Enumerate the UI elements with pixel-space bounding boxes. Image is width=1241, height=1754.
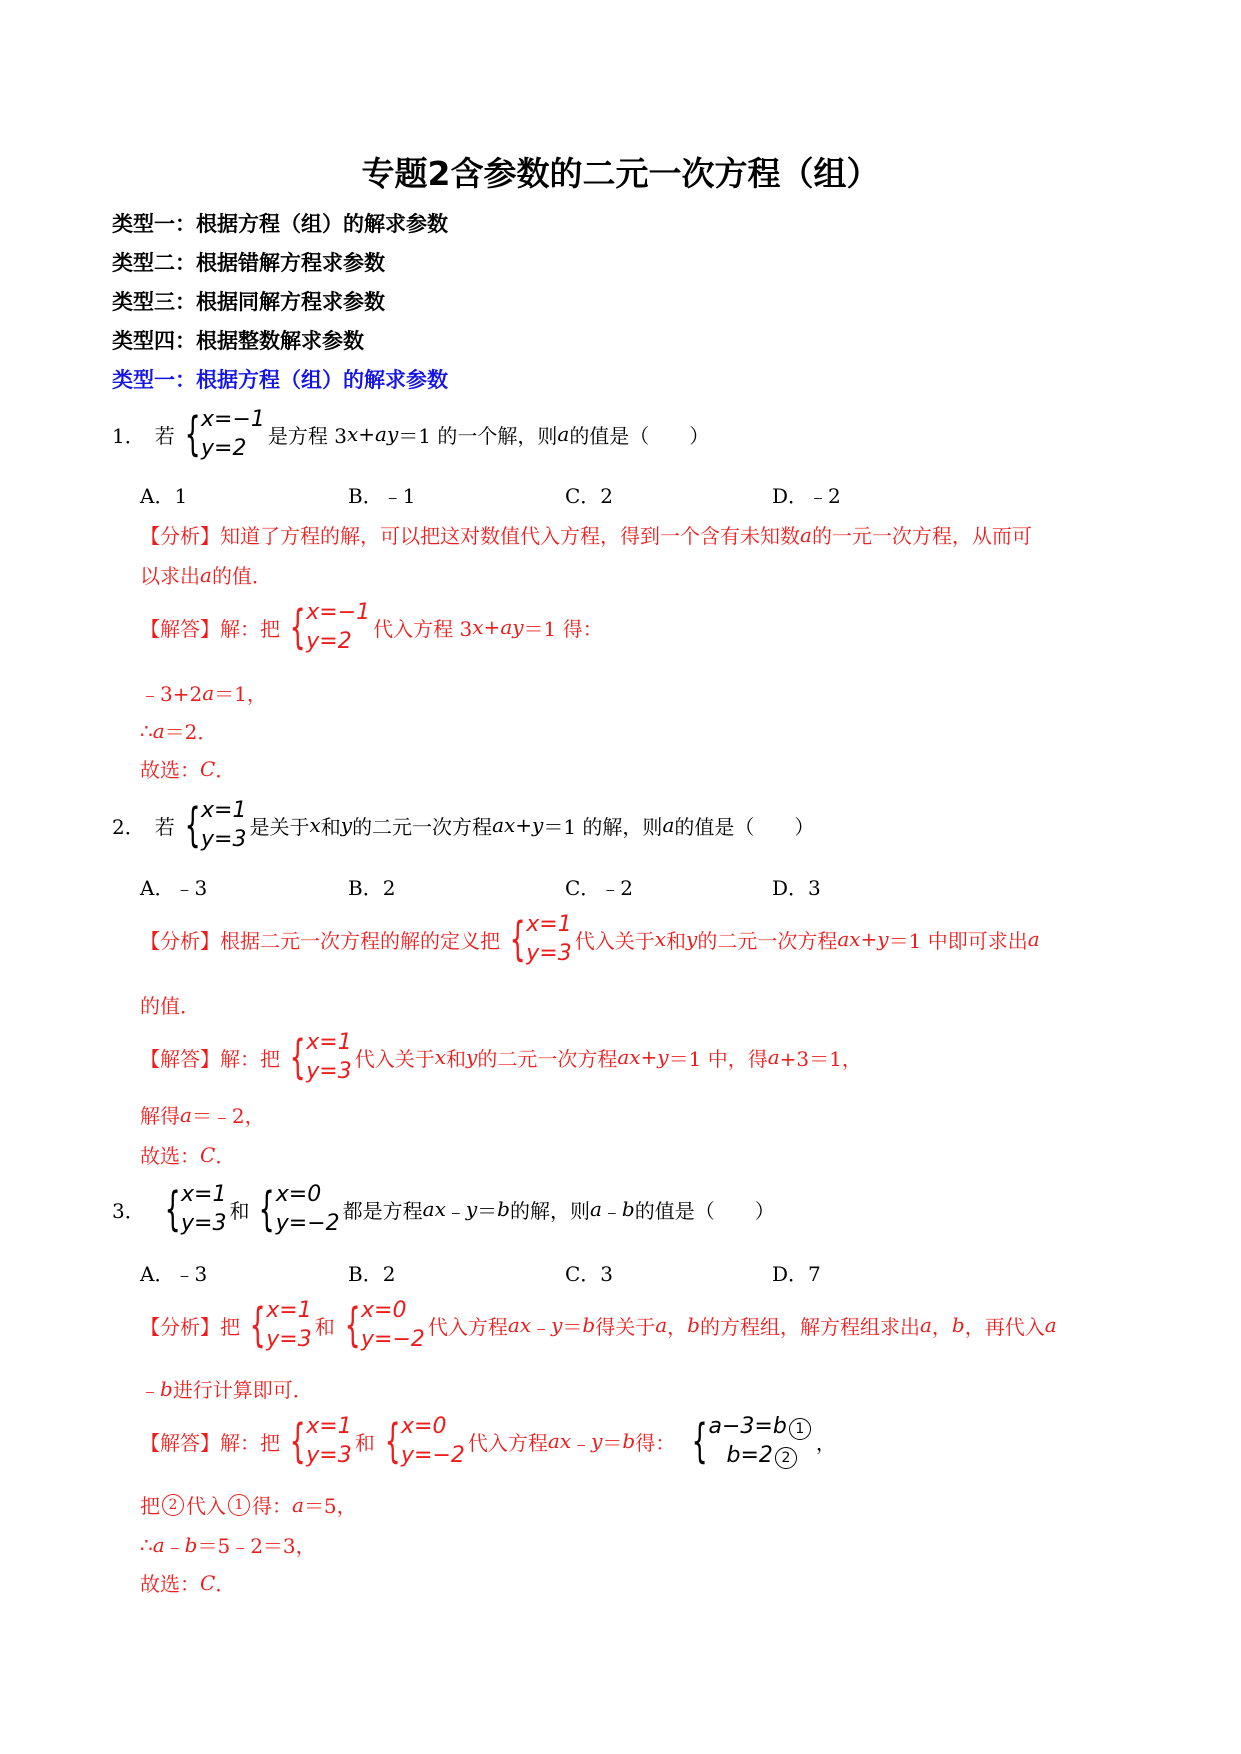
analysis-text: ， — [931, 1314, 952, 1339]
math-var: y — [465, 1197, 478, 1221]
math-var: b — [687, 1313, 700, 1337]
solution-text: ＝1 得： — [523, 616, 603, 641]
math-var: y — [532, 813, 544, 837]
sys-row: y=2 — [201, 436, 247, 461]
equation-system — [252, 1180, 339, 1238]
stem-text: ＝1 的一个解，则 — [398, 423, 558, 448]
equation-system — [158, 1180, 227, 1238]
q2-step-1 — [140, 1100, 265, 1129]
answer-label: 【解答】 — [140, 1430, 220, 1455]
question-1-stem — [112, 405, 709, 463]
analysis-text: ＝ — [562, 1314, 583, 1339]
solution-text: +3＝1， — [779, 1046, 862, 1071]
math-var: y — [551, 1313, 563, 1337]
result-eq: b=2 — [726, 1443, 773, 1468]
math-var: b — [184, 1532, 198, 1557]
math-var: a — [662, 813, 675, 837]
math-var: y — [877, 927, 889, 951]
final-text: ． — [215, 1144, 236, 1168]
sys-row: y=3 — [306, 1443, 352, 1468]
math-var: C — [200, 1570, 216, 1595]
q3-final — [140, 1568, 235, 1597]
question-number: 1． — [112, 423, 145, 448]
math-var: b — [160, 1376, 173, 1401]
choice-a: A．1 — [140, 484, 188, 508]
math-var: C — [200, 756, 216, 781]
result-row-1 — [709, 1412, 813, 1441]
q2-analysis-cont — [140, 990, 200, 1019]
final-text: 故选： — [140, 758, 200, 782]
solution-text: 解：把 — [220, 1046, 280, 1071]
sys-row: y=−2 — [361, 1327, 425, 1352]
stem-text: ﹣ — [445, 1198, 466, 1223]
final-text: 故选： — [140, 1144, 200, 1168]
equation-system — [178, 405, 265, 463]
final-text: 故选： — [140, 1572, 200, 1596]
analysis-text: 把 — [220, 1314, 240, 1339]
type-item-4: 类型四：根据整数解求参数 — [112, 329, 364, 353]
stem-text: 若 — [154, 814, 175, 839]
stem-text: 和 — [320, 814, 341, 839]
choice-a: A．﹣3 — [140, 1262, 208, 1286]
type-item-1: 类型一：根据方程（组）的解求参数 — [112, 212, 448, 236]
q1-step-2 — [140, 716, 217, 745]
math-var: y — [466, 1045, 478, 1069]
choice-a: A．﹣3 — [140, 876, 208, 900]
stem-text: ＝ — [477, 1198, 498, 1223]
math-var: a — [655, 1313, 668, 1337]
page-title: 专题2含参数的二元一次方程（组） — [361, 154, 880, 193]
solution-text: 代入关于 — [354, 1046, 435, 1071]
q1-final — [140, 754, 235, 783]
step-text: 代入 — [186, 1494, 226, 1518]
analysis-text: 代入关于 — [574, 928, 655, 953]
solution-text: 和 — [354, 1430, 375, 1455]
q1-step-1 — [140, 678, 267, 707]
circled-number: 1 — [228, 1494, 250, 1516]
math-var: y — [657, 1045, 669, 1069]
solution-text: + — [640, 1045, 658, 1069]
math-var: ay — [500, 615, 524, 639]
step-text: 得： — [252, 1494, 292, 1518]
analysis-text: + — [860, 927, 878, 951]
stem-text: 的解，则 — [509, 1198, 590, 1223]
analysis-text: 和 — [314, 1314, 335, 1339]
question-number: 3． — [112, 1198, 145, 1223]
left-brace-icon: { — [164, 1182, 181, 1236]
sys-row: y=3 — [306, 1059, 352, 1084]
choice-c: C．2 — [565, 484, 614, 508]
question-number: 2． — [112, 814, 145, 839]
question-3-stem — [112, 1180, 775, 1238]
step-text: ﹣ — [164, 1534, 185, 1558]
left-brace-icon: { — [509, 912, 526, 966]
left-brace-icon: { — [289, 600, 306, 654]
stem-text: ＝1 的解，则 — [543, 814, 663, 839]
left-brace-icon: { — [184, 798, 201, 852]
stem-text: 是关于 — [249, 814, 310, 839]
analysis-label: 【分析】 — [140, 928, 220, 953]
stem-text: 若 — [154, 423, 175, 448]
equation-system — [283, 1412, 352, 1470]
choice-b: B．2 — [348, 876, 396, 900]
left-brace-icon: { — [184, 407, 201, 461]
stem-text: + — [358, 422, 376, 446]
math-var: a — [1027, 927, 1040, 951]
circled-number: 1 — [789, 1418, 811, 1440]
math-var: a — [1044, 1313, 1057, 1337]
circled-number: 2 — [162, 1494, 184, 1516]
step-text: ＝1， — [214, 682, 267, 706]
math-var: a — [800, 522, 812, 547]
result-eq: a−3=b — [708, 1414, 787, 1439]
analysis-label: 【分析】 — [140, 524, 220, 548]
math-var: x — [472, 615, 484, 639]
sys-row: y=2 — [306, 629, 352, 654]
step-text: ＝5﹣2＝3， — [197, 1534, 316, 1558]
stem-text: 的值是（ ） — [634, 1198, 775, 1223]
q2-final — [140, 1140, 235, 1169]
step-text: 解得 — [140, 1104, 180, 1128]
answer-label: 【解答】 — [140, 616, 220, 641]
solution-text: 和 — [446, 1046, 467, 1071]
analysis-text: 代入方程 — [427, 1314, 508, 1339]
equation-system — [283, 598, 370, 656]
result-system — [685, 1412, 813, 1470]
math-var: ax — [422, 1197, 446, 1221]
final-text: ． — [215, 758, 236, 782]
q2-solution — [140, 1028, 862, 1086]
math-var: y — [340, 813, 353, 837]
analysis-text: 的一元一次方程，从而可 — [811, 524, 1032, 548]
math-var: b — [621, 1197, 635, 1221]
step-text: 把 — [140, 1494, 160, 1518]
choice-c: C．3 — [565, 1262, 614, 1286]
q1-analysis-cont — [140, 560, 272, 589]
solution-text: + — [483, 615, 501, 639]
sys-row: x=0 — [401, 1414, 447, 1439]
analysis-text: 根据二元一次方程的解的定义把 — [220, 928, 500, 953]
analysis-text: ＝1 中即可求出 — [888, 928, 1028, 953]
type-item-2: 类型二：根据错解方程求参数 — [112, 251, 385, 275]
choice-c: C．﹣2 — [565, 876, 634, 900]
solution-text: 得： — [635, 1430, 676, 1455]
sys-row: y=3 — [266, 1327, 312, 1352]
analysis-text: 和 — [666, 928, 687, 953]
solution-text: 解：把 — [220, 616, 280, 641]
step-text: ＝2． — [164, 720, 218, 744]
analysis-text: 的值． — [140, 994, 200, 1018]
q3-solution — [140, 1412, 836, 1470]
math-var: a — [202, 680, 215, 705]
equation-system — [338, 1296, 425, 1354]
choice-d: D．﹣2 — [772, 484, 841, 508]
math-var: ay — [375, 422, 399, 446]
choice-b: B．﹣1 — [348, 484, 416, 508]
sys-row: x=1 — [181, 1182, 227, 1207]
left-brace-icon: { — [289, 1030, 306, 1084]
math-var: a — [919, 1313, 932, 1337]
math-var: b — [497, 1197, 510, 1221]
math-var: y — [686, 927, 698, 951]
math-var: y — [591, 1429, 603, 1453]
result-row-2 — [709, 1441, 813, 1470]
equation-system — [243, 1296, 312, 1354]
math-var: a — [589, 1197, 602, 1221]
solution-text: 的二元一次方程 — [477, 1046, 618, 1071]
math-var: x — [654, 927, 667, 951]
equation-system — [178, 796, 247, 854]
math-var: x — [434, 1045, 447, 1069]
q3-analysis — [140, 1296, 1057, 1354]
sys-row: x=1 — [201, 798, 247, 823]
math-var: C — [200, 1142, 216, 1167]
analysis-text: 的二元一次方程 — [697, 928, 838, 953]
circled-number: 2 — [775, 1447, 797, 1469]
equation-system — [378, 1412, 465, 1470]
math-var: a — [557, 422, 570, 446]
analysis-text: ，再代入 — [964, 1314, 1045, 1339]
left-brace-icon: { — [249, 1298, 266, 1352]
math-var: a — [152, 1532, 165, 1557]
sys-row: x=1 — [526, 912, 572, 937]
analysis-text: ﹣ — [531, 1314, 552, 1339]
sys-row: x=1 — [306, 1030, 352, 1055]
step-text: ＝﹣2， — [191, 1104, 265, 1128]
stem-text: 的值是（ ） — [569, 423, 710, 448]
analysis-text: ﹣ — [140, 1378, 160, 1402]
sys-row: y=−2 — [401, 1443, 465, 1468]
sys-row: x=−1 — [201, 407, 265, 432]
analysis-text: 的值． — [211, 564, 272, 588]
stem-text: 都是方程 — [342, 1198, 423, 1223]
q1-analysis — [140, 520, 1032, 549]
math-var: a — [152, 718, 165, 743]
sys-row: y=−2 — [275, 1211, 340, 1236]
stem-text: 的值是（ ） — [674, 814, 815, 839]
math-var: ax — [547, 1429, 572, 1453]
math-var: x — [309, 813, 321, 837]
q1-solution — [140, 598, 603, 656]
type-item-3: 类型三：根据同解方程求参数 — [112, 290, 385, 314]
analysis-text: 得关于 — [595, 1314, 656, 1339]
analysis-text: 进行计算即可． — [172, 1378, 313, 1402]
q3-step-2 — [140, 1530, 316, 1559]
choice-d: D．3 — [772, 876, 821, 900]
step-text: ∴ — [140, 1532, 153, 1557]
stem-text: 的二元一次方程 — [352, 814, 493, 839]
stem-text: 是方程 3 — [267, 423, 347, 448]
left-brace-icon: { — [384, 1414, 401, 1468]
section-heading: 类型一：根据方程（组）的解求参数 — [112, 368, 448, 392]
sys-row: x=−1 — [306, 600, 371, 625]
stem-text: ﹣ — [601, 1198, 622, 1223]
math-var: ax — [837, 927, 861, 951]
sys-row: y=3 — [181, 1211, 227, 1236]
math-var: a — [200, 562, 212, 587]
choice-d: D．7 — [772, 1262, 821, 1286]
math-var: x — [347, 422, 359, 446]
solution-text: 代入方程 — [467, 1430, 548, 1455]
analysis-label: 【分析】 — [140, 1314, 220, 1339]
math-var: b — [622, 1429, 636, 1453]
solution-text: 解：把 — [220, 1430, 280, 1455]
stem-text: + — [515, 813, 533, 837]
step-text: ﹣3+2 — [140, 682, 203, 706]
math-var: ax — [507, 1313, 532, 1337]
math-var: a — [767, 1045, 780, 1069]
analysis-text: 以求出 — [140, 564, 200, 588]
step-text: ∴ — [140, 718, 153, 743]
question-2-stem — [112, 796, 814, 854]
left-brace-icon: { — [691, 1414, 708, 1468]
q2-analysis — [140, 910, 1040, 968]
solution-text: ﹣ — [571, 1430, 592, 1455]
math-var: b — [582, 1313, 596, 1337]
analysis-text: ， — [667, 1314, 688, 1339]
final-text: ． — [215, 1572, 236, 1596]
left-brace-icon: { — [289, 1414, 306, 1468]
sys-row: x=1 — [266, 1298, 312, 1323]
solution-text: ＝ — [602, 1430, 623, 1455]
left-brace-icon: { — [344, 1298, 361, 1352]
choice-b: B．2 — [348, 1262, 396, 1286]
math-var: b — [951, 1313, 965, 1337]
step-text: ＝5， — [303, 1494, 357, 1518]
math-var: a — [180, 1102, 192, 1127]
math-var: ax — [617, 1045, 641, 1069]
sys-row: x=0 — [361, 1298, 407, 1323]
sys-row: y=3 — [526, 941, 572, 966]
sys-row: x=1 — [306, 1414, 352, 1439]
equation-system — [503, 910, 572, 968]
sys-row: y=3 — [201, 827, 247, 852]
analysis-text: 知道了方程的解，可以把这对数值代入方程，得到一个含有未知数 — [220, 524, 800, 548]
equation-system — [283, 1028, 352, 1086]
stem-text: 和 — [229, 1198, 250, 1223]
math-var: ax — [492, 813, 516, 837]
sys-row: x=0 — [275, 1182, 322, 1207]
solution-text: 代入方程 3 — [373, 616, 473, 641]
analysis-text: 的方程组，解方程组求出 — [699, 1314, 920, 1339]
q3-analysis-cont — [140, 1374, 313, 1403]
math-var: a — [292, 1492, 304, 1517]
q3-step-1 — [140, 1490, 357, 1519]
solution-text: ＝1 中，得 — [668, 1046, 768, 1071]
left-brace-icon: { — [259, 1182, 276, 1236]
answer-label: 【解答】 — [140, 1046, 220, 1071]
solution-text: ， — [815, 1430, 836, 1455]
